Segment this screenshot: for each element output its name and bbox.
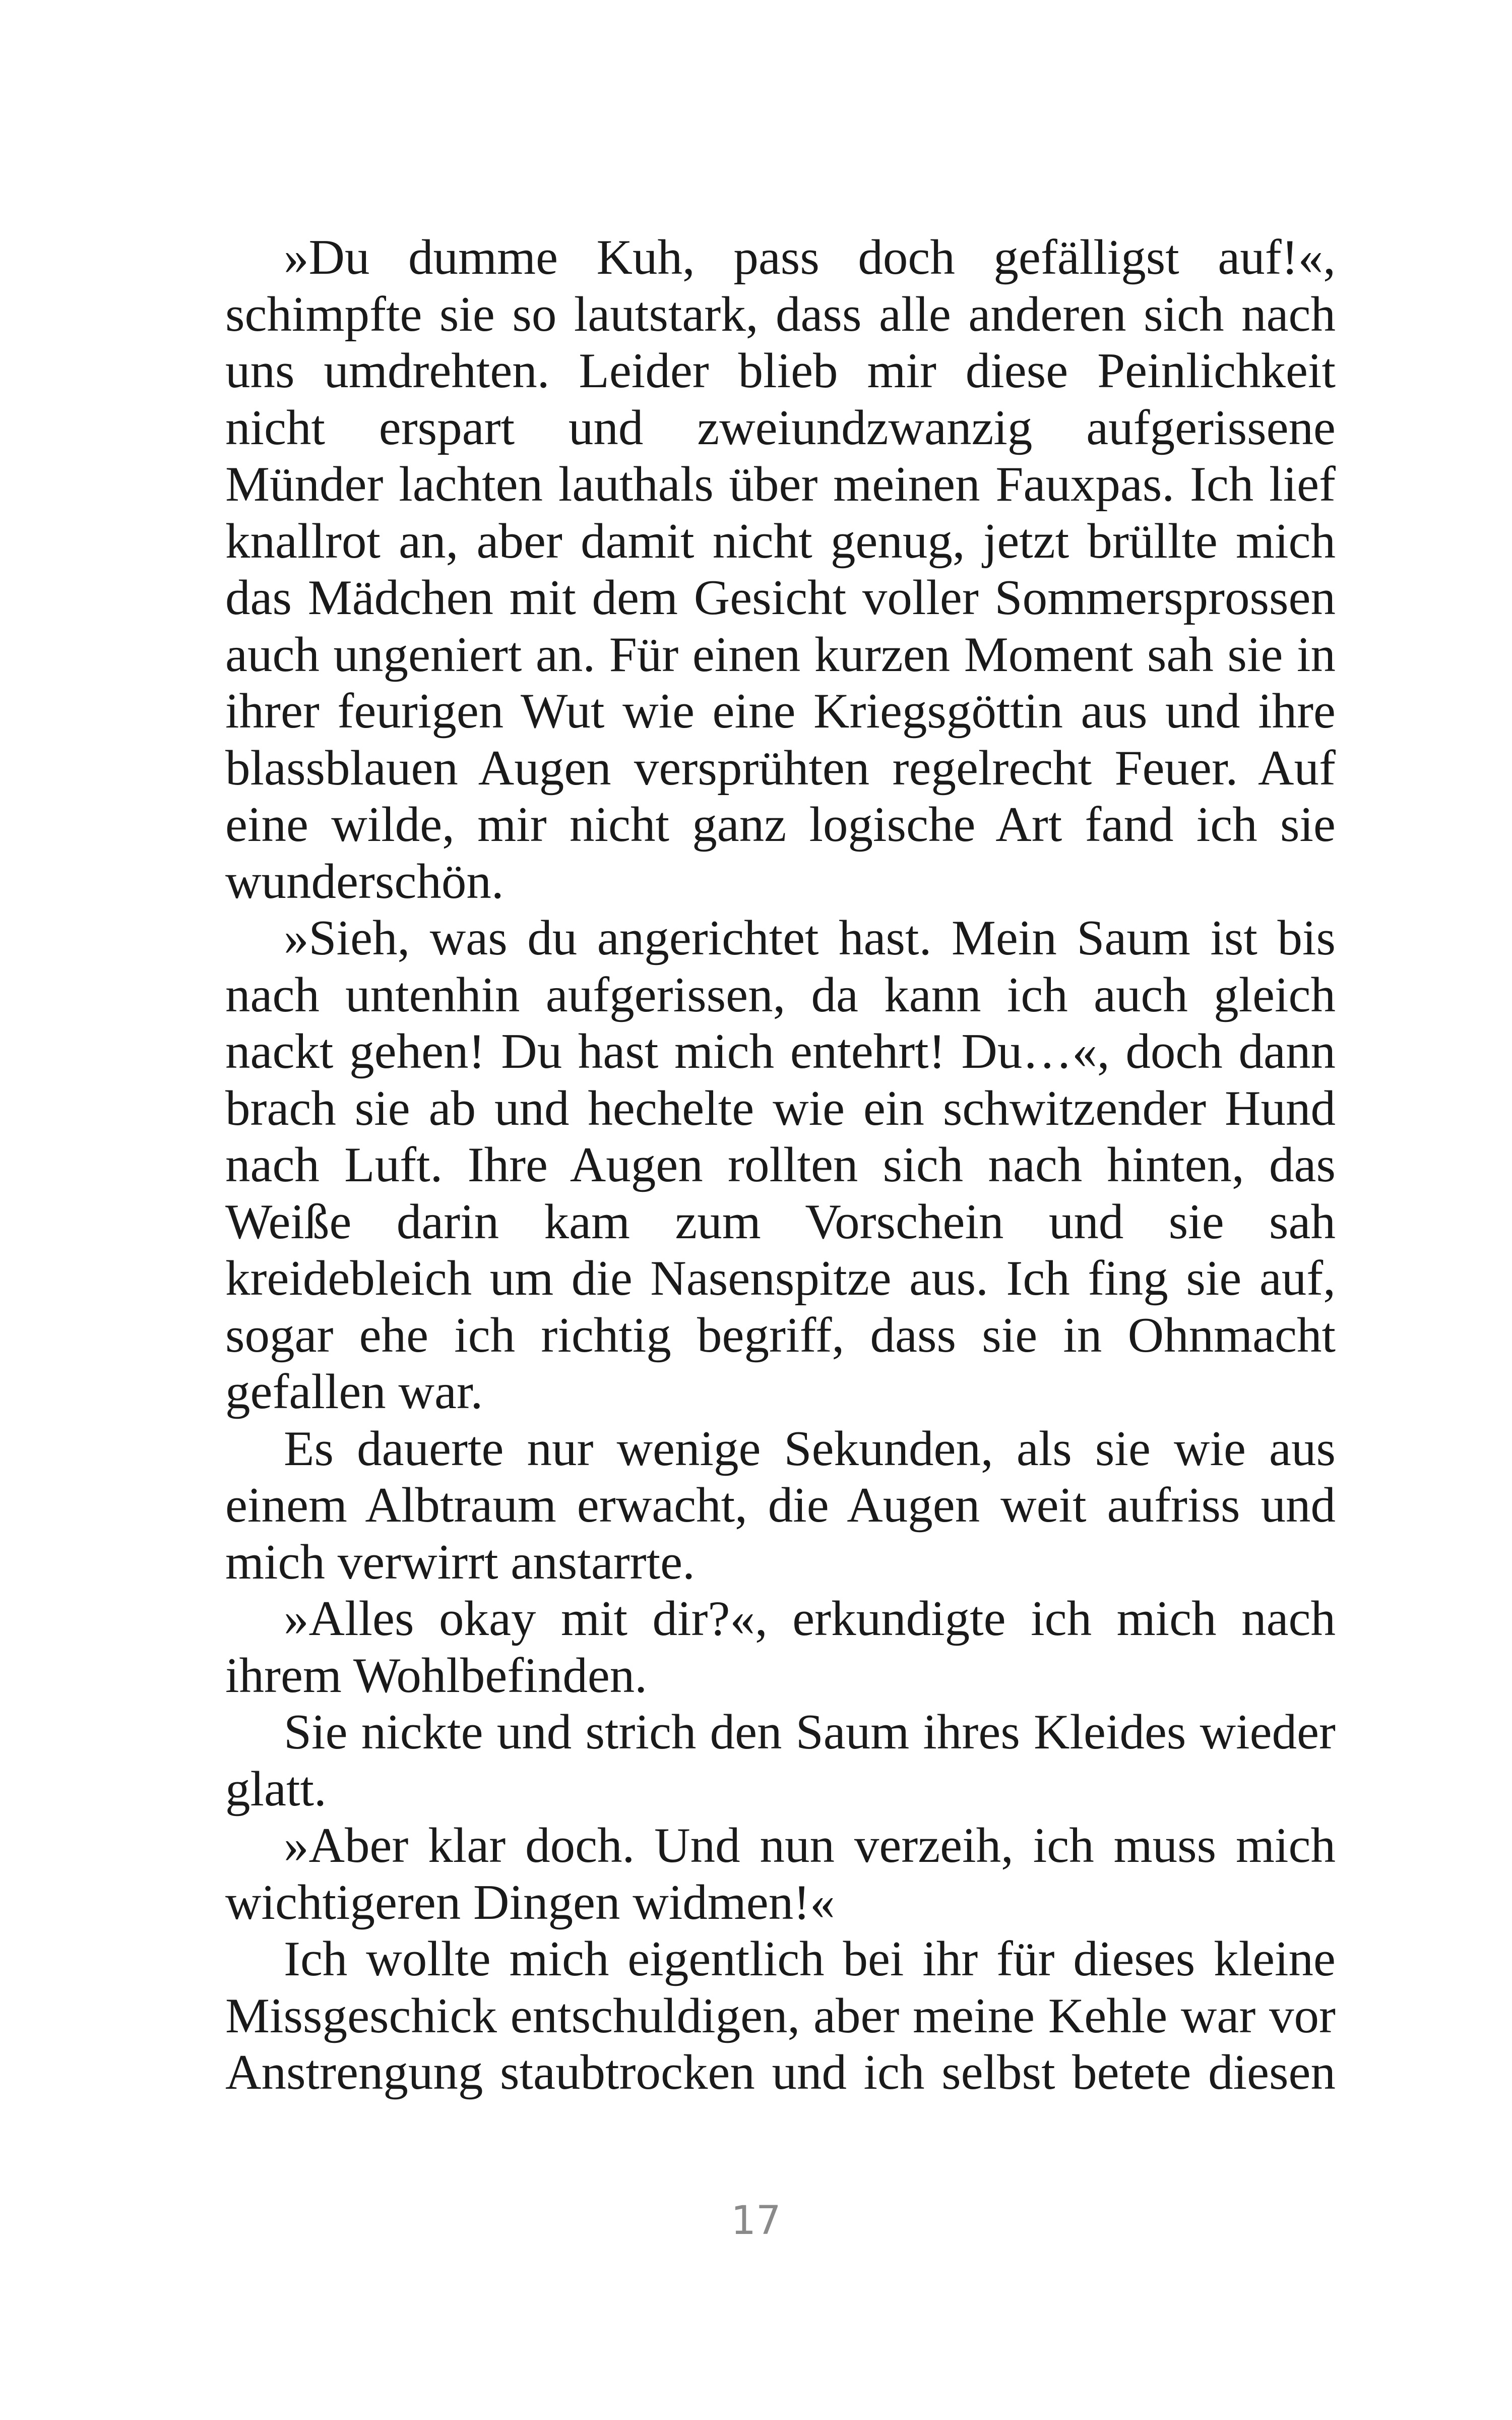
page-number: 17 [731,2198,781,2244]
paragraph-7: Ich wollte mich eigentlich bei ihr für dieses kleine Missgeschick entschuldigen, aber meine Kehle war vor Anstrengung staubtrocken und ich selbst betete diesen [225,1931,1336,2100]
paragraph-1: »Du dumme Kuh, pass doch gefälligst auf!«, schimpfte sie so lautstark, dass alle anderen sich nach uns umdrehten. Leider blieb mir diese Peinlichkeit nicht erspart und zweiundzwanzig aufgerissene Münder lachten lauthals über meinen Fauxpas. Ich lief knallrot an, aber damit nicht genug, jetzt brüllte mich das Mädchen mit dem Gesicht voller Sommersprossen auch ungeniert an. Für einen kurzen Moment sah sie in ihrer feurigen Wut wie eine Kriegsgöttin aus und ihre blassblauen Augen versprühten regelrecht Feuer. Auf eine wilde, mir nicht ganz logische Art fand ich sie wunderschön. [225,230,1336,909]
paragraph-3: Es dauerte nur wenige Sekunden, als sie wie aus einem Albtraum erwacht, die Augen weit aufriss und mich verwirrt anstarrte. [225,1421,1336,1590]
paragraph-2: »Sieh, was du angerichtet hast. Mein Saum ist bis nach untenhin aufgerissen, da kann ich auch gleich nackt gehen! Du hast mich entehrt! Du…«, doch dann brach sie ab und hechelte wie ein schwitzender Hund nach Luft. Ihre Augen rollten sich nach hinten, das Weiße darin kam zum Vorschein und sie sah kreidebleich um die Nasenspitze aus. Ich fing sie auf, sogar ehe ich richtig begriff, dass sie in Ohnmacht gefallen war. [225,911,1336,1419]
body-text [225,229,1336,2101]
paragraph-6: »Aber klar doch. Und nun verzeih, ich muss mich wichtigeren Dingen widmen!« [225,1818,1336,1930]
paragraph-4: »Alles okay mit dir?«, erkundigte ich mich nach ihrem Wohlbefinden. [225,1591,1336,1703]
paragraph-5: Sie nickte und strich den Saum ihres Kleides wieder glatt. [225,1705,1336,1817]
